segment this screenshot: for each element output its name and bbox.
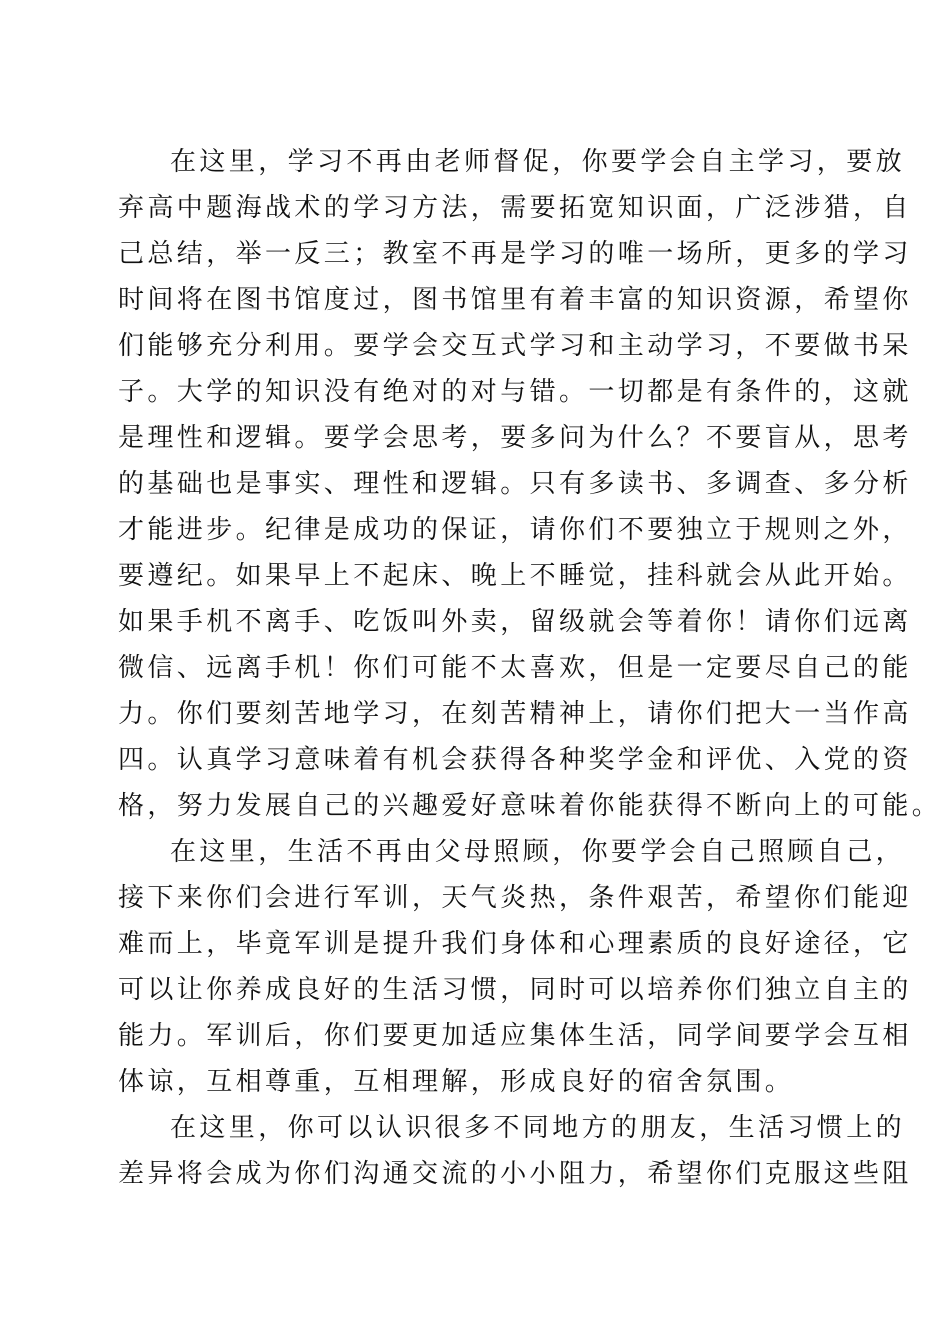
text-line: 在这里，你可以认识很多不同地方的朋友，生活习惯上的 <box>170 1113 906 1143</box>
text-line: 难而上，毕竟军训是提升我们身体和心理素质的良好途径，它 <box>118 929 912 959</box>
paragraph-1 <box>118 139 942 829</box>
text-line: 子。大学的知识没有绝对的对与错。一切都是有条件的，这就 <box>118 377 912 407</box>
text-line: 的基础也是事实、理性和逻辑。只有多读书、多调查、多分析 <box>118 469 912 499</box>
paragraph-3 <box>118 1105 912 1197</box>
text-line: 才能进步。纪律是成功的保证，请你们不要独立于规则之外， <box>118 515 912 545</box>
text-line: 可以让你养成良好的生活习惯，同时可以培养你们独立自主的 <box>118 975 912 1005</box>
text-line: 四。认真学习意味着有机会获得各种奖学金和评优、入党的资 <box>118 745 912 775</box>
text-line: 在这里，生活不再由父母照顾，你要学会自己照顾自己， <box>170 837 906 867</box>
text-line: 如果手机不离手、吃饭叫外卖，留级就会等着你！请你们远离 <box>118 607 912 637</box>
text-line: 差异将会成为你们沟通交流的小小阻力，希望你们克服这些阻 <box>118 1159 912 1189</box>
text-line: 们能够充分利用。要学会交互式学习和主动学习，不要做书呆 <box>118 331 912 361</box>
text-line: 能力。军训后，你们要更加适应集体生活，同学间要学会互相 <box>118 1021 912 1051</box>
text-line: 力。你们要刻苦地学习，在刻苦精神上，请你们把大一当作高 <box>118 699 912 729</box>
paragraph-2 <box>118 829 912 1105</box>
text-line: 接下来你们会进行军训，天气炎热，条件艰苦，希望你们能迎 <box>118 883 912 913</box>
text-line: 体谅，互相尊重，互相理解，形成良好的宿舍氛围。 <box>118 1067 795 1097</box>
text-line: 时间将在图书馆度过，图书馆里有着丰富的知识资源，希望你 <box>118 285 912 315</box>
text-line: 在这里，学习不再由老师督促，你要学会自主学习，要放 <box>170 147 906 177</box>
text-line: 要遵纪。如果早上不起床、晚上不睡觉，挂科就会从此开始。 <box>118 561 912 591</box>
text-line: 是理性和逻辑。要学会思考，要多问为什么？不要盲从，思考 <box>118 423 912 453</box>
text-line: 格，努力发展自己的兴趣爱好意味着你能获得不断向上的可能。 <box>118 791 942 821</box>
body-text <box>118 139 942 1197</box>
text-line: 己总结，举一反三；教室不再是学习的唯一场所，更多的学习 <box>118 239 912 269</box>
text-line: 弃高中题海战术的学习方法，需要拓宽知识面，广泛涉猎，自 <box>118 193 912 223</box>
text-line: 微信、远离手机！你们可能不太喜欢，但是一定要尽自己的能 <box>118 653 912 683</box>
